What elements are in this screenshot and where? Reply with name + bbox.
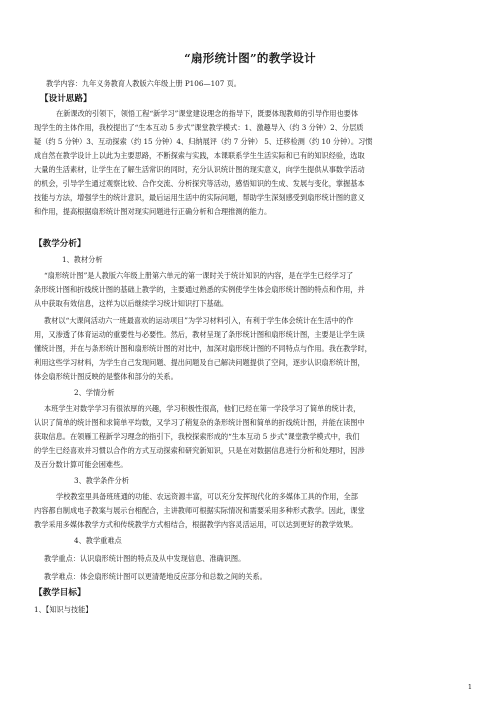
section-line: “扇形统计图”是人教版六年级上册第六单元的第一课时关于统计知识的内容，是在学生已经学习了: [44, 271, 354, 280]
section-line: 懂统计图，并在与条形统计图和扇形统计图的对比中，加深对扇形统计图的不同特点与作用。我在教学时，: [34, 344, 372, 353]
design-line: 疑（约 5 分钟）3、互动探索（约 15 分钟）4、归纳展评（约 7 分钟） 5、迁移检测（约 10 分钟）。习惯: [34, 137, 373, 146]
section-line: 用，又渗透了体育运动的重要性与必要性。然后，教材呈现了条形统计图和扇形统计图，主要是让学生读: [34, 330, 365, 339]
goals-first-item: 1、【知识与技能】: [34, 605, 93, 614]
section-line: 学校教室里具备班班通的功能、农远资源丰富，可以充分发挥现代化的多媒体工具的作用，全部: [56, 492, 358, 501]
section-line: 的学生已经喜欢并习惯以合作的方式互动探索和研究新知识，只是在对数据信息进行分析和处理时，因涉: [34, 446, 365, 455]
design-line: 大量的生活素材，让学生在了解生活常识的同时，充分认识统计图的现实意义，向学生提供从事数学活动: [34, 165, 365, 174]
section-label: 3、教学条件分析: [74, 476, 129, 485]
section-line: 体会扇形统计图反映的是整体和部分的关系。: [34, 372, 178, 381]
content-line: 教学内容：九年义务教育人教版六年级上册 P106—107 页。: [46, 79, 241, 88]
page-title: “扇形统计图”的教学设计: [184, 51, 316, 65]
section-line: 内容都自制成电子教案与展示台相配合，主讲教师可根据实际情况和需要采用多种形式教学。因此，课堂: [34, 506, 365, 515]
section-line: 获取信息。在领雁工程新学习理念的指引下，我校探索形成的“生本互动 5 步式”课堂教学模式中，我们: [34, 432, 360, 441]
section-label: 2、学情分析: [74, 388, 115, 397]
section-line: 教学难点：体会扇形统计图可以更清楚地反应部分和总数之间的关系。: [44, 572, 267, 581]
design-line: 和作用，提高根据扇形统计图对现实问题进行正确分析和合理推测的能力。: [34, 207, 272, 216]
design-line: 在新课改的引领下，领悟工程“新学习”课堂建设理念的指导下，既要体现教师的引导作用也要体: [56, 109, 359, 118]
heading-design: 【设计思路】: [40, 94, 92, 104]
section-line: 条形统计图和折线统计图的基础上教学的，主要通过熟悉的实例使学生体会扇形统计图的特点和作用，并: [34, 285, 365, 294]
section-label: 1、教材分析: [62, 255, 103, 264]
section-line: 教学重点：认识扇形统计图的特点及从中发现信息、准确识图。: [44, 554, 246, 563]
section-line: 及百分数计算可能会困难些。: [34, 460, 128, 469]
section-line: 教材以“大课间活动六一班最喜欢的运动项目”为学习材料引入，有利于学生体会统计在生活中的作: [44, 316, 354, 325]
section-label: 4、教学重难点: [74, 536, 122, 545]
heading-analysis: 【教学分析】: [34, 239, 86, 249]
design-line: 的机会，引导学生通过观察比较、合作交流、分析探究等活动，感悟知识的生成、发展与变化，掌握基本: [34, 179, 365, 188]
section-line: 从中获取有效信息，这样为以后继续学习统计知识打下基础。: [34, 299, 229, 308]
page-number: 1: [467, 683, 472, 691]
design-line: 成自然在教学设计上以此为主要思路，不断探索与实践，本课联系学生生活实际和已有的知识经验，选取: [34, 151, 365, 160]
design-line: 技能与方法，增强学生的统计意识，最后运用生活中的实际问题，帮助学生深刻感受到扇形统计图的意义: [34, 193, 365, 202]
heading-goals: 【教学目标】: [34, 588, 86, 598]
section-line: 利用这些学习材料，为学生自己发现问题、提出问题及自己解决问题提供了空间，逐步认识扇形统计图，: [34, 358, 365, 367]
design-line: 现学生的主体作用，我校提出了“生本互动 5 步式”课堂教学模式：1、激趣导入（约 3 分钟）2、分层质: [34, 123, 364, 132]
section-line: 教学采用多媒体教学方式和传统教学方式相结合，根据教学内容灵活运用，可以达到更好的教学效果。: [34, 520, 358, 529]
section-line: 认识了简单的统计图和求简单平均数，又学习了稍复杂的条形统计图和简单的折线统计图，并能在读图中: [34, 418, 365, 427]
section-line: 本班学生对数学学习有很浓厚的兴趣，学习积极性很高，他们已经在第一学段学习了简单的统计表，: [44, 404, 361, 413]
